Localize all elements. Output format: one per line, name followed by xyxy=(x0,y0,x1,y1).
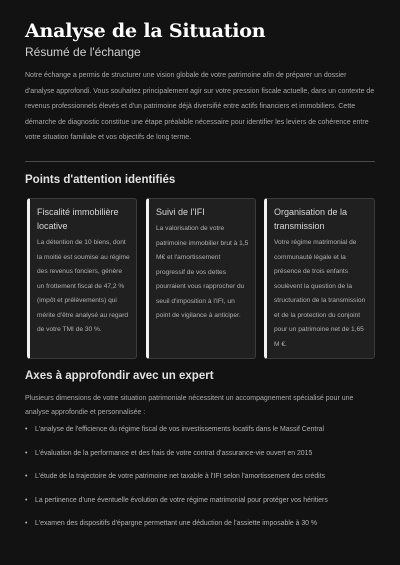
card-body: La valorisation de votre patrimoine immobilier brut à 1,5 M€ et l'amortissement progressif de vos dettes pourraient vous rapprocher du seuil d'imposition à l'IFI, un point de vigilance à anticiper. xyxy=(156,225,249,319)
points-heading: Points d'attention identifiés xyxy=(25,174,176,186)
card-fiscalite-immobiliere xyxy=(27,198,137,359)
list-item xyxy=(25,519,375,543)
intro-paragraph: Notre échange a permis de structurer une vision globale de votre patrimoine afin de préparer un dossier d'analyse approfondi. Vous souhaitez principalement agir sur votre pression fiscale actuelle, dans un contexte de revenus professionnels élevés et d'un patrimoine déjà diversifié entre actifs financiers et immobiliers. Cette démarche de diagnostic constitue une étape préalable nécessaire pour identifier les leviers de cohérence entre votre situation familiale et vos objectifs de long terme. xyxy=(25,72,375,141)
list-item-text: L'évaluation de la performance et des frais de votre contrat d'assurance-vie ouvert en 2015 xyxy=(35,449,313,457)
list-item xyxy=(25,449,375,473)
card-body: La détention de 10 biens, dont la moitié est soumise au régime des revenus fonciers, génère un frottement fiscal de 47,2 % (impôt et prélèvements) qui mérite d'être analysé au regard de votre TMI de 30 %. xyxy=(37,239,130,333)
list-item xyxy=(25,425,375,449)
bullet-icon: • xyxy=(25,449,28,457)
bullet-icon: • xyxy=(25,520,28,528)
list-item-text: La pertinence d'une éventuelle évolution de votre régime matrimonial pour protéger vos héritiers xyxy=(35,496,328,504)
attention-cards xyxy=(27,198,375,359)
axes-intro-paragraph: Plusieurs dimensions de votre situation patrimoniale nécessitent un accompagnement spécialisé pour une analyse approfondie et personnalisée : xyxy=(25,395,354,416)
bullet-icon: • xyxy=(25,473,28,481)
card-title: Organisation de la transmission xyxy=(274,207,348,231)
page-subtitle: Résumé de l'échange xyxy=(25,45,141,59)
section-divider xyxy=(25,161,375,162)
bullet-icon: • xyxy=(25,496,28,504)
bullet-icon: • xyxy=(25,426,28,433)
card-title: Suivi de l'IFI xyxy=(156,207,205,217)
list-item xyxy=(25,496,375,520)
axes-heading: Axes à approfondir avec un expert xyxy=(25,370,214,382)
card-body: Votre régime matrimonial de communauté légale et la présence de trois enfants soulèvent la question de la structuration de la transmission et de la protection du conjoint pour un patrimoine net de 1,65 M €. xyxy=(274,239,366,348)
list-item-text: L'analyse de l'efficience du régime fiscal de vos investissements locatifs dans le Massif Central xyxy=(35,426,324,433)
axes-list xyxy=(25,425,375,543)
card-organisation-transmission xyxy=(264,198,375,359)
list-item-text: L'examen des dispositifs d'épargne permettant une déduction de l'assiette imposable à 30 % xyxy=(35,520,318,528)
card-title: Fiscalité immobilière locative xyxy=(37,207,119,231)
page-title: Analyse de la Situation xyxy=(25,20,266,42)
list-item-text: L'étude de la trajectoire de votre patrimoine net taxable à l'IFI selon l'amortissement des crédits xyxy=(35,473,326,481)
card-suivi-ifi xyxy=(146,198,256,359)
list-item xyxy=(25,472,375,496)
